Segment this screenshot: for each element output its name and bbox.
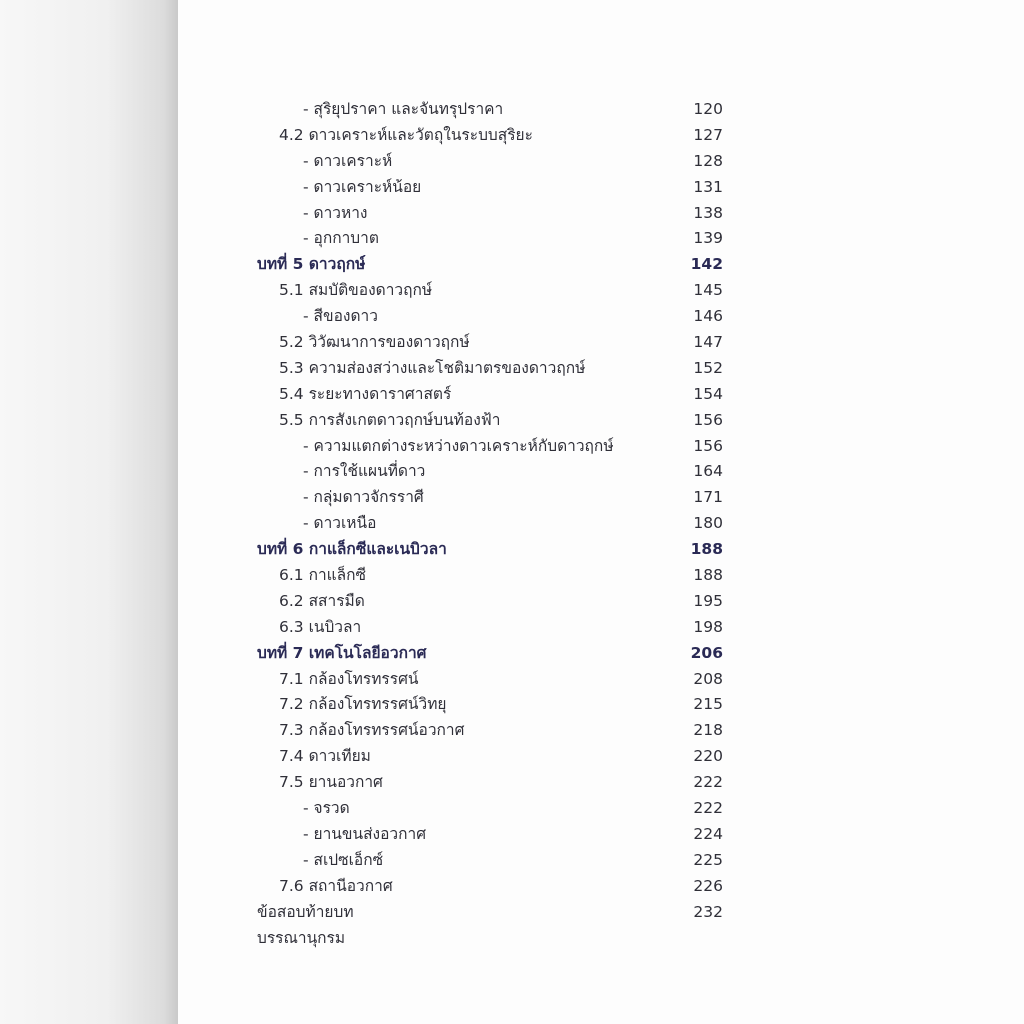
toc-entry-row xyxy=(257,382,723,408)
toc-entry-row xyxy=(257,796,723,822)
toc-entry-row xyxy=(257,226,723,252)
toc-page-number: 224 xyxy=(693,824,723,843)
toc-entry-label: 6.3 เนบิวลา xyxy=(279,617,362,636)
toc-page-number: 225 xyxy=(693,850,723,869)
toc-chapter-row xyxy=(257,537,723,563)
toc-page-number: 222 xyxy=(693,773,723,792)
toc-entry-label: - กลุ่มดาวจักรราศี xyxy=(303,488,424,507)
toc-entry-label: 5.2 วิวัฒนาการของดาวฤกษ์ xyxy=(279,333,470,352)
toc-entry-row xyxy=(257,770,723,796)
toc-entry-row xyxy=(257,485,723,511)
toc-entry-row xyxy=(257,667,723,693)
toc-entry-label: 4.2 ดาวเคราะห์และวัตถุในระบบสุริยะ xyxy=(279,125,533,144)
toc-entry-row xyxy=(257,848,723,874)
toc-chapter-row xyxy=(257,252,723,278)
toc-entry-label: บรรณานุกรม xyxy=(257,928,346,947)
toc-entry-row xyxy=(257,97,723,123)
toc-entry-row xyxy=(257,123,723,149)
toc-entry-label: 6.1 กาแล็กซี xyxy=(279,566,367,585)
toc-entry-label: - สีของดาว xyxy=(303,307,378,326)
toc-entry-label: - ดาวเคราะห์ xyxy=(303,151,393,170)
toc-page-number: 145 xyxy=(693,281,723,300)
toc-entry-row xyxy=(257,330,723,356)
toc-entry-row xyxy=(257,615,723,641)
toc-entry-row xyxy=(257,408,723,434)
toc-entry-label: - ดาวหาง xyxy=(303,203,368,222)
toc-page-number: 226 xyxy=(693,876,723,895)
toc-entry-row xyxy=(257,175,723,201)
toc-entry-row xyxy=(257,744,723,770)
toc-page-number: 138 xyxy=(693,203,723,222)
toc-entry-label: 7.5 ยานอวกาศ xyxy=(279,773,383,792)
toc-entry-label: - การใช้แผนที่ดาว xyxy=(303,462,426,481)
toc-entry-label: - จรวด xyxy=(303,799,350,818)
toc-page-number: 142 xyxy=(690,255,723,274)
toc-page-number: 171 xyxy=(693,488,723,507)
toc-page-number: 218 xyxy=(693,721,723,740)
toc-entry-row xyxy=(257,822,723,848)
toc-page-number: 156 xyxy=(693,410,723,429)
toc-page-number: 188 xyxy=(690,540,723,559)
toc-entry-label: - ดาวเคราะห์น้อย xyxy=(303,177,422,196)
toc-entry-label: 5.3 ความส่องสว่างและโชติมาตรของดาวฤกษ์ xyxy=(279,358,586,377)
toc-entry-label: 7.2 กล้องโทรทรรศน์วิทยุ xyxy=(279,695,447,714)
toc-page-number: 146 xyxy=(693,307,723,326)
toc-entry-row xyxy=(257,511,723,537)
toc-entry-label: 7.3 กล้องโทรทรรศน์อวกาศ xyxy=(279,721,465,740)
table-of-contents xyxy=(257,97,723,951)
toc-page-number: 195 xyxy=(693,591,723,610)
toc-entry-row xyxy=(257,201,723,227)
toc-entry-row xyxy=(257,718,723,744)
toc-entry-label: - อุกกาบาต xyxy=(303,229,379,248)
page-gutter-shadow xyxy=(0,0,178,1024)
toc-entry-label: ข้อสอบท้ายบท xyxy=(257,902,354,921)
toc-entry-row xyxy=(257,926,723,952)
toc-entry-label: บทที่ 5 ดาวฤกษ์ xyxy=(257,255,366,274)
toc-entry-row xyxy=(257,278,723,304)
toc-entry-label: - สเปซเอ็กซ์ xyxy=(303,850,384,869)
toc-page-number: 220 xyxy=(693,747,723,766)
toc-entry-row xyxy=(257,434,723,460)
toc-entry-label: 7.1 กล้องโทรทรรศน์ xyxy=(279,669,419,688)
toc-page-number: 128 xyxy=(693,151,723,170)
toc-page-number: 208 xyxy=(693,669,723,688)
toc-page-number: 120 xyxy=(693,100,723,118)
toc-entry-label: 7.6 สถานีอวกาศ xyxy=(279,876,393,895)
toc-entry-label: 5.1 สมบัติของดาวฤกษ์ xyxy=(279,281,433,300)
toc-page-number: 152 xyxy=(693,358,723,377)
toc-page-number: 147 xyxy=(693,333,723,352)
toc-entry-label: 6.2 สสารมืด xyxy=(279,591,365,610)
toc-entry-row xyxy=(257,900,723,926)
toc-page-number: 131 xyxy=(693,177,723,196)
toc-entry-label: - สุริยุปราคา และจันทรุปราคา xyxy=(303,100,504,118)
toc-entry-label: 5.4 ระยะทางดาราศาสตร์ xyxy=(279,384,452,403)
toc-entry-row xyxy=(257,692,723,718)
toc-entry-label: 5.5 การสังเกตดาวฤกษ์บนท้องฟ้า xyxy=(279,410,501,429)
toc-entry-row xyxy=(257,589,723,615)
toc-entry-row xyxy=(257,149,723,175)
toc-page-number: 154 xyxy=(693,384,723,403)
toc-page-number: 156 xyxy=(693,436,723,455)
toc-entry-label: บทที่ 6 กาแล็กซีและเนบิวลา xyxy=(257,540,447,559)
toc-entry-row xyxy=(257,563,723,589)
toc-entry-row xyxy=(257,459,723,485)
toc-entry-label: - ความแตกต่างระหว่างดาวเคราะห์กับดาวฤกษ์ xyxy=(303,436,614,455)
toc-entry-label: - ดาวเหนือ xyxy=(303,514,377,533)
toc-entry-row xyxy=(257,304,723,330)
toc-page-number: 188 xyxy=(693,566,723,585)
toc-entry-label: - ยานขนส่งอวกาศ xyxy=(303,824,427,843)
toc-entry-row xyxy=(257,356,723,382)
toc-entry-label: 7.4 ดาวเทียม xyxy=(279,747,371,766)
toc-page-number: 127 xyxy=(693,125,723,144)
toc-entry-row xyxy=(257,874,723,900)
toc-page-number: 139 xyxy=(693,229,723,248)
toc-page-number: 206 xyxy=(690,643,723,662)
toc-page-number: 232 xyxy=(693,902,723,921)
toc-page-number: 198 xyxy=(693,617,723,636)
toc-page-number: 222 xyxy=(693,799,723,818)
toc-page-number: 164 xyxy=(693,462,723,481)
toc-page-number: 215 xyxy=(693,695,723,714)
toc-entry-label: บทที่ 7 เทคโนโลยีอวกาศ xyxy=(257,643,427,662)
toc-chapter-row xyxy=(257,641,723,667)
toc-page-number: 180 xyxy=(693,514,723,533)
